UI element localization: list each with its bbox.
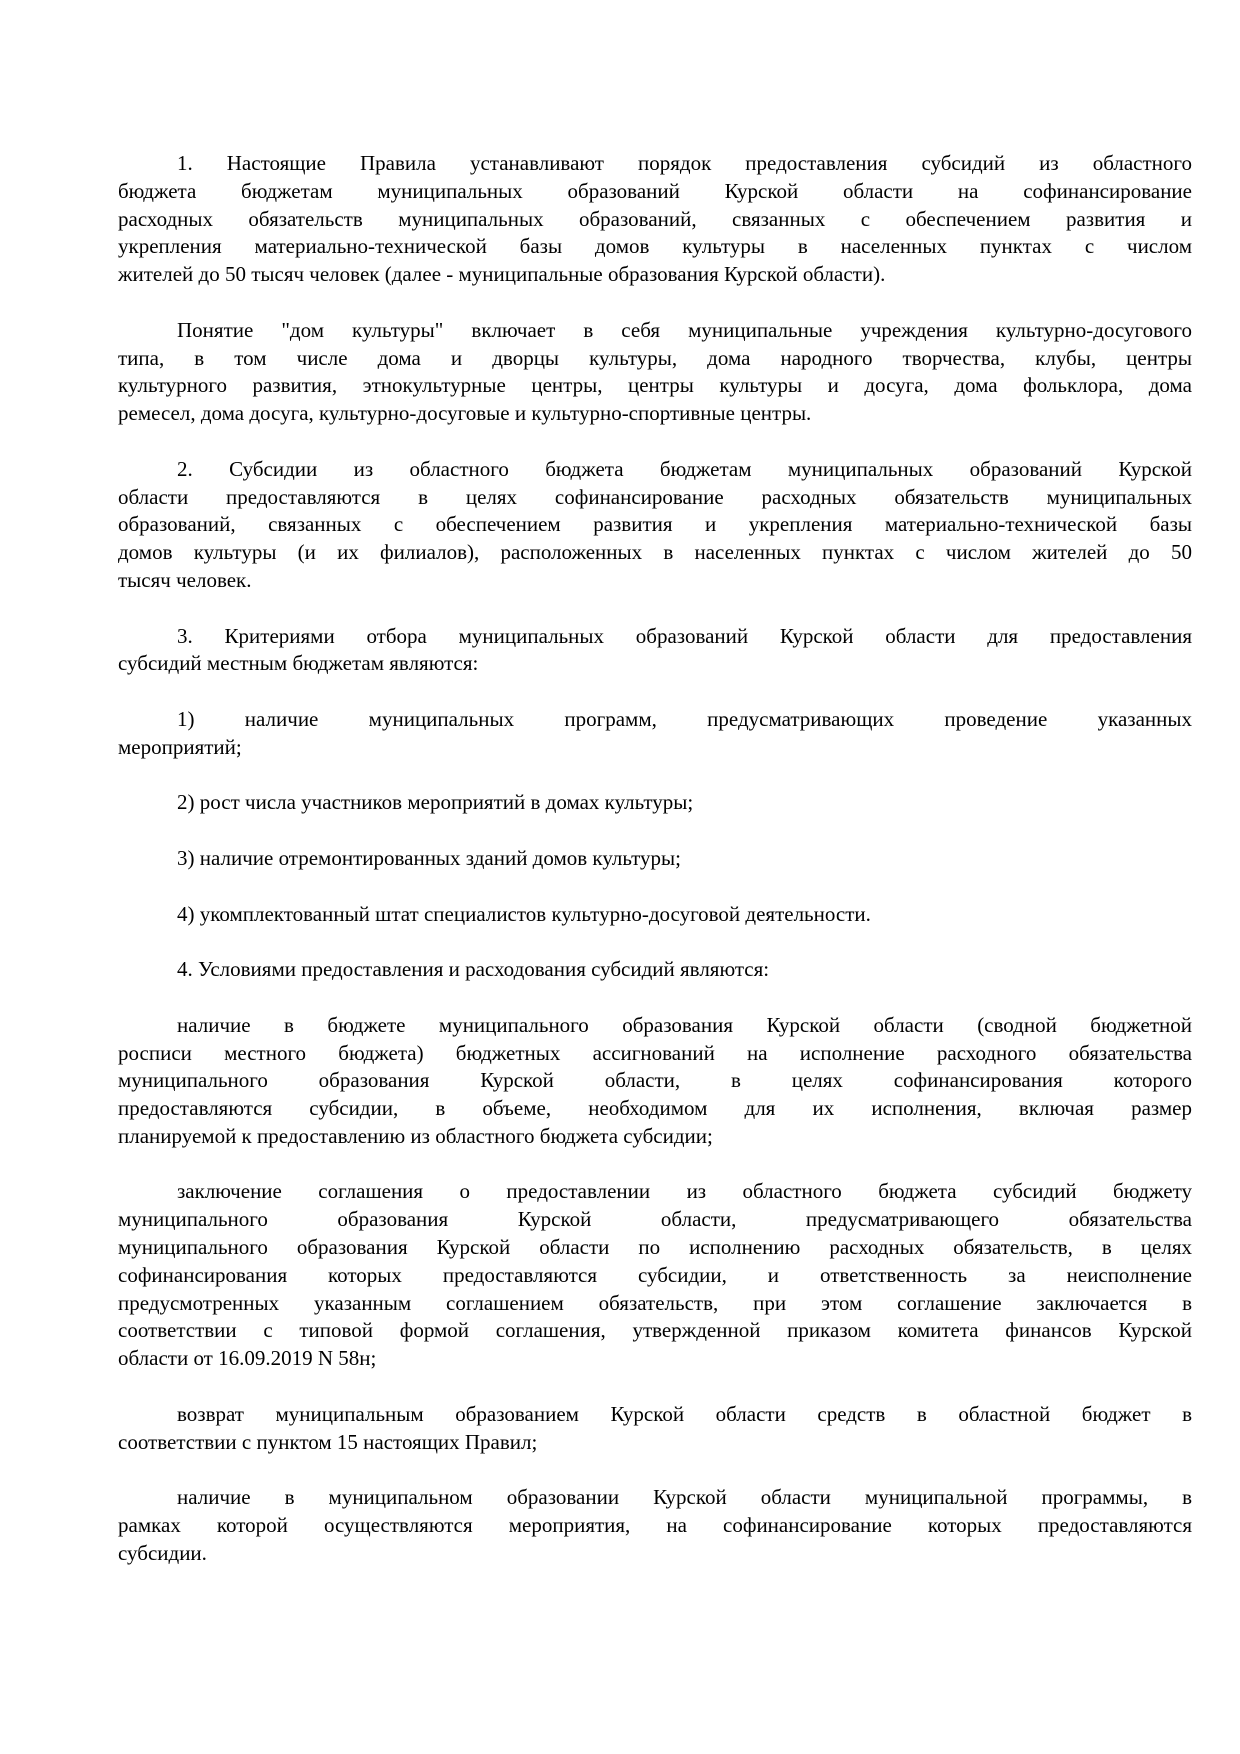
text-line: 4. Условиями предоставления и расходования субсидий являются: [177,957,770,982]
paragraph [118,317,1192,428]
text-line: соответствии с типовой формой соглашения, утвержденной приказом комитета финансов Курской [118,1318,1192,1343]
text-line: области предоставляются в целях софинансирование расходных обязательств муниципальных [118,484,1192,509]
text-line: наличие в муниципальном образовании Курской области муниципальной программы, в [177,1485,1192,1510]
text-line: 2. Субсидии из областного бюджета бюджетам муниципальных образований Курской [177,456,1192,481]
text-line: заключение соглашения о предоставлении из областного бюджета субсидий бюджету [177,1179,1192,1204]
paragraph [118,623,1192,679]
text-line: бюджета бюджетам муниципальных образований Курской области на софинансирование [118,178,1192,203]
text-line: домов культуры (и их филиалов), расположенных в населенных пунктах с числом жителей до 50 [118,540,1192,565]
paragraph [118,1012,1192,1151]
text-line: культурного развития, этнокультурные центры, центры культуры и досуга, дома фольклора, дома [118,373,1192,398]
text-line: муниципального образования Курской области, предусматривающего обязательства [118,1207,1192,1232]
text-line: 2) рост числа участников мероприятий в домах культуры; [177,790,694,815]
text-line: расходных обязательств муниципальных образований, связанных с обеспечением развития и [118,206,1192,231]
text-line: Понятие "дом культуры" включает в себя муниципальные учреждения культурно-досугового [177,317,1192,342]
text-line: росписи местного бюджета) бюджетных ассигнований на исполнение расходного обязательства [118,1040,1192,1065]
paragraph [118,150,1192,289]
text-line: планируемой к предоставлению из областного бюджета субсидии; [118,1123,713,1148]
text-line: наличие в бюджете муниципального образования Курской области (сводной бюджетной [177,1012,1192,1037]
paragraph [118,789,1192,817]
text-line: 3) наличие отремонтированных зданий домов культуры; [177,845,681,870]
text-line: соответствии с пунктом 15 настоящих Правил; [118,1429,538,1454]
paragraph [118,901,1192,929]
text-line: тысяч человек. [118,567,252,592]
text-line: субсидии. [118,1540,207,1565]
paragraph [118,1484,1192,1567]
text-line: ремесел, дома досуга, культурно-досуговые и культурно-спортивные центры. [118,401,812,426]
text-line: области от 16.09.2019 N 58н; [118,1346,377,1371]
paragraph [118,845,1192,873]
document-page [118,150,1192,1595]
text-line: 4) укомплектованный штат специалистов культурно-досуговой деятельности. [177,901,871,926]
text-line: муниципального образования Курской области по исполнению расходных обязательств, в целях [118,1235,1192,1260]
text-line: мероприятий; [118,734,242,759]
text-line: 3. Критериями отбора муниципальных образований Курской области для предоставления [177,623,1192,648]
text-line: типа, в том числе дома и дворцы культуры, дома народного творчества, клубы, центры [118,345,1192,370]
paragraph [118,456,1192,595]
text-line: укрепления материально-технической базы домов культуры в населенных пунктах с числом [118,234,1192,259]
text-line: рамках которой осуществляются мероприятия, на софинансирование которых предоставляются [118,1513,1192,1538]
paragraph [118,956,1192,984]
text-line: 1. Настоящие Правила устанавливают порядок предоставления субсидий из областного [177,151,1192,175]
paragraph [118,706,1192,762]
text-line: 1) наличие муниципальных программ, предусматривающих проведение указанных [177,706,1192,731]
text-line: возврат муниципальным образованием Курской области средств в областной бюджет в [177,1401,1192,1426]
text-line: субсидий местным бюджетам являются: [118,651,479,676]
text-line: образований, связанных с обеспечением развития и укрепления материально-технической базы [118,512,1192,537]
paragraph [118,1178,1192,1373]
text-line: жителей до 50 тысяч человек (далее - муниципальные образования Курской области). [118,262,886,287]
text-line: предоставляются субсидии, в объеме, необходимом для их исполнения, включая размер [118,1096,1192,1121]
text-line: муниципального образования Курской области, в целях софинансирования которого [118,1068,1192,1093]
text-line: предусмотренных указанным соглашением обязательств, при этом соглашение заключается в [118,1290,1192,1315]
text-line: софинансирования которых предоставляются субсидии, и ответственность за неисполнение [118,1262,1192,1287]
paragraph [118,1401,1192,1457]
